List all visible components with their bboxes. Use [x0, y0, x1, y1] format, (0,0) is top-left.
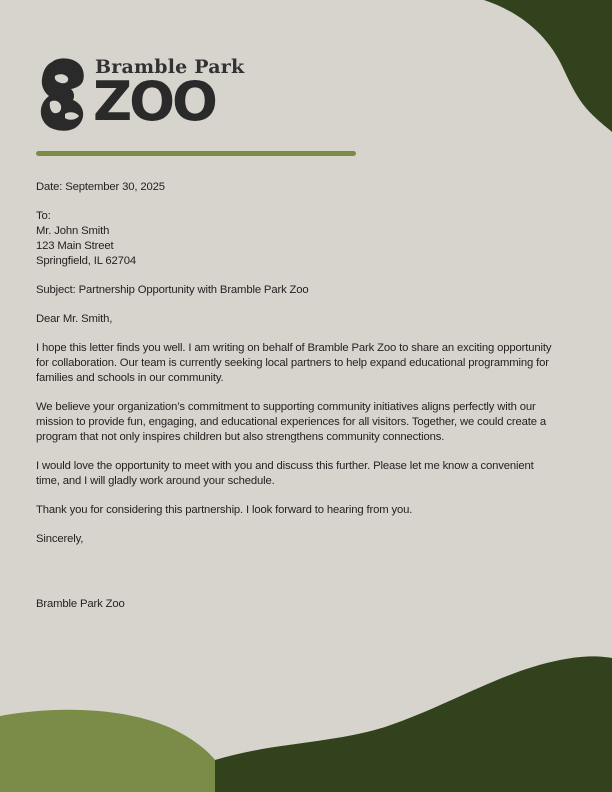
recipient-city: Springfield, IL 62704 [36, 255, 137, 267]
paragraph-line: We believe your organization’s commitment to supporting community initiatives aligns perfectly with our [36, 401, 536, 413]
letter-salutation: Dear Mr. Smith, [36, 313, 113, 325]
letter-date: Date: September 30, 2025 [36, 181, 165, 193]
bottom-left-wave [0, 710, 232, 792]
bottom-right-wave [215, 656, 612, 792]
header-divider [36, 151, 356, 156]
paragraph-line: program that not only inspires children but also strengthens community connections. [36, 431, 445, 443]
paragraph-2 [36, 400, 581, 445]
paragraph-line: mission to provide fun, engaging, and educational experiences for all visitors. Together, we could create a [36, 416, 546, 428]
paragraph-line: for collaboration. Our team is currently seeking local partners to help expand educational programming for [36, 357, 549, 369]
gorilla-head-icon [38, 56, 88, 132]
paragraph-line: I hope this letter finds you well. I am writing on behalf of Bramble Park Zoo to share an exciting opportunity [36, 342, 552, 354]
letter-body [36, 180, 581, 547]
paragraph-line: I would love the opportunity to meet with you and discuss this further. Please let me know a convenient [36, 460, 534, 472]
paragraph-3 [36, 459, 581, 489]
paragraph-line: time, and I will gladly work around your schedule. [36, 475, 275, 487]
paragraph-line: families and schools in our community. [36, 372, 224, 384]
recipient-street: 123 Main Street [36, 240, 114, 252]
letter-subject: Subject: Partnership Opportunity with Bramble Park Zoo [36, 284, 309, 296]
paragraph-1 [36, 341, 581, 386]
top-right-wave [484, 0, 612, 132]
paragraph-4: Thank you for considering this partnership. I look forward to hearing from you. [36, 504, 413, 516]
letter-closing: Sincerely, [36, 533, 84, 545]
logo-name: Bramble Park [95, 56, 245, 78]
logo-zoo-text: ZOO [93, 70, 215, 133]
recipient-name: Mr. John Smith [36, 225, 110, 237]
letter-signer: Bramble Park Zoo [36, 598, 125, 610]
zoo-logo [38, 52, 245, 134]
to-label: To: [36, 210, 51, 222]
